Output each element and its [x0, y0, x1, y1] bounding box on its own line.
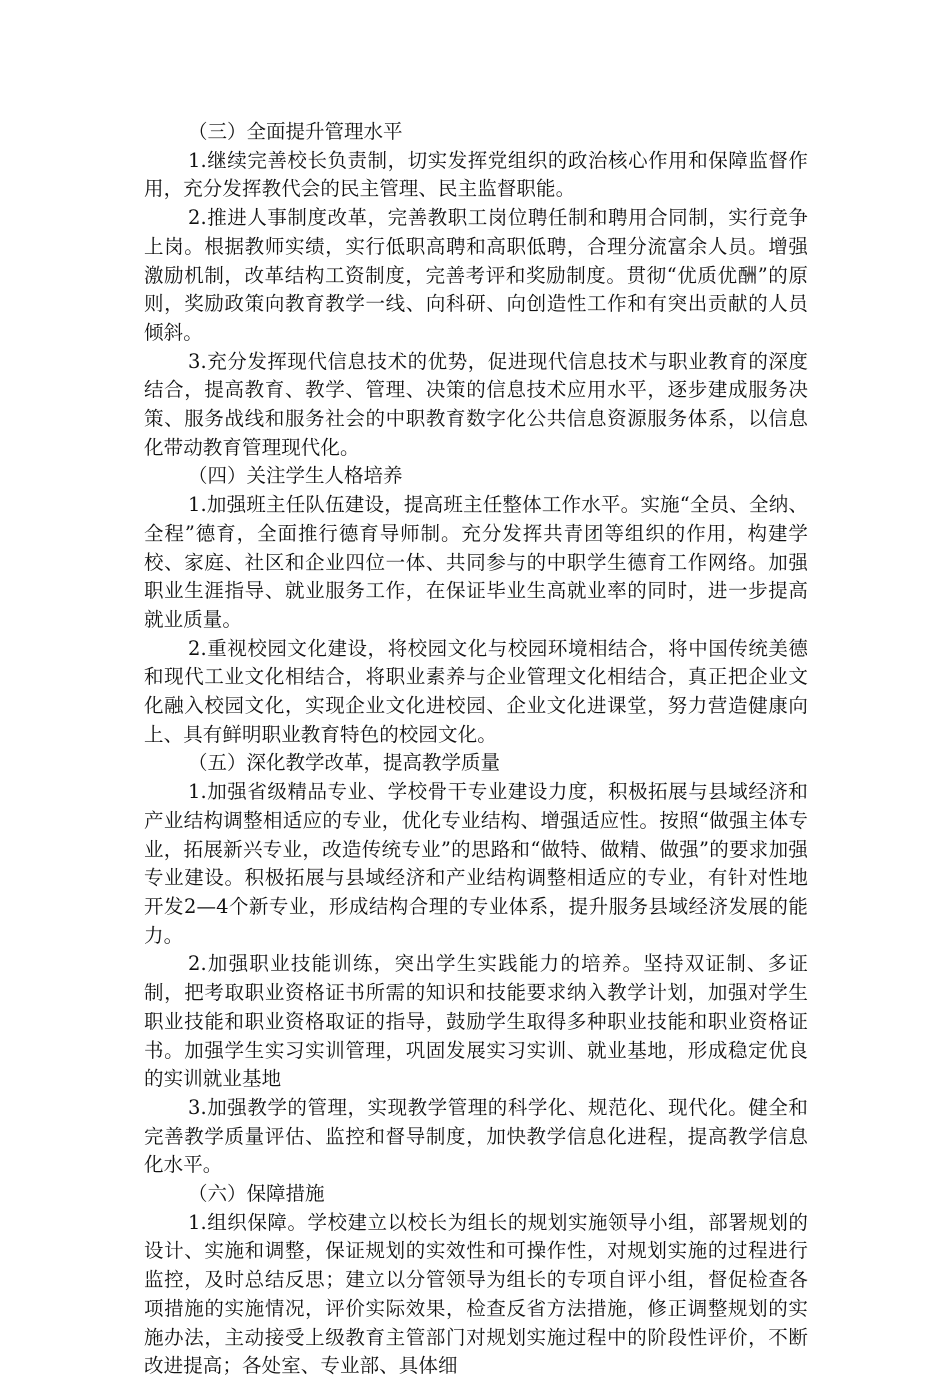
paragraph: 2.加强职业技能训练，突出学生实践能力的培养。坚持双证制、多证制，把考取职业资格证书所需的知识和技能要求纳入教学计划，加强对学生职业技能和职业资格取证的指导，鼓励学生取得多种职业技能和职业资格证书。加强学生实习实训管理，巩固发展实习实训、就业基地，形成稳定优良的实训就业基地	[144, 952, 808, 1091]
section-heading-6: （六）保障措施	[188, 1182, 325, 1206]
section-heading-3: （三）全面提升管理水平	[188, 120, 403, 143]
paragraph: 2.重视校园文化建设，将校园文化与校园环境相结合，将中国传统美德和现代工业文化相结合，将职业素养与企业管理文化相结合，真正把企业文化融入校园文化，实现企业文化进校园、企业文化进课堂，努力营造健康向上、具有鲜明职业教育特色的校园文化。	[144, 636, 808, 746]
paragraph: 1.继续完善校长负责制，切实发挥党组织的政治核心作用和保障监督作用，充分发挥教代会的民主管理、民主监督职能。	[144, 148, 808, 201]
paragraph: 1.组织保障。学校建立以校长为组长的规划实施领导小组，部署规划的设计、实施和调整，保证规划的实效性和可操作性，对规划实施的过程进行监控，及时总结反思；建立以分管领导为组长的专项自评小组，督促检查各项措施的实施情况，评价实际效果，检查反省方法措施，修正调整规划的实施办法，主动接受上级教育主管部门对规划实施过程中的阶段性评价，不断改进提高；各处室、专业部、具体细	[144, 1210, 808, 1378]
section-heading-4: （四）关注学生人格培养	[188, 464, 403, 488]
paragraph: 1.加强班主任队伍建设，提高班主任整体工作水平。实施“全员、全纳、全程”德育，全面推行德育导师制。充分发挥共青团等组织的作用，构建学校、家庭、社区和企业四位一体、共同参与的中职学生德育工作网络。加强职业生涯指导、就业服务工作，在保证毕业生高就业率的同时，进一步提高就业质量。	[144, 493, 808, 631]
paragraph: 2.推进人事制度改革，完善教职工岗位聘任制和聘用合同制，实行竞争上岗。根据教师实绩，实行低职高聘和高职低聘，合理分流富余人员。增强激励机制，改革结构工资制度，完善考评和奖励制度。贯彻“优质优酬”的原则，奖励政策向教育教学一线、向科研、向创造性工作和有突出贡献的人员倾斜。	[144, 206, 808, 344]
paragraph: 1.加强省级精品专业、学校骨干专业建设力度，积极拓展与县域经济和产业结构调整相适应的专业，优化专业结构、增强适应性。按照“做强主体专业，拓展新兴专业，改造传统专业”的思路和“做特、做精、做强”的要求加强专业建设。积极拓展与县域经济和产业结构调整相适应的专业，有针对性地开发2—4个新专业，形成结构合理的专业体系，提升服务县域经济发展的能力。	[144, 780, 808, 947]
paragraph: 3.充分发挥现代信息技术的优势，促进现代信息技术与职业教育的深度结合，提高教育、教学、管理、决策的信息技术应用水平，逐步建成服务决策、服务战线和服务社会的中职教育数字化公共信息资源服务体系，以信息化带动教育管理现代化。	[144, 349, 808, 459]
document-body	[144, 118, 808, 1381]
section-heading-5: （五）深化教学改革，提高教学质量	[188, 751, 501, 775]
paragraph: 3.加强教学的管理，实现教学管理的科学化、规范化、现代化。健全和完善教学质量评估、监控和督导制度，加快教学信息化进程，提高教学信息化水平。	[144, 1095, 808, 1177]
